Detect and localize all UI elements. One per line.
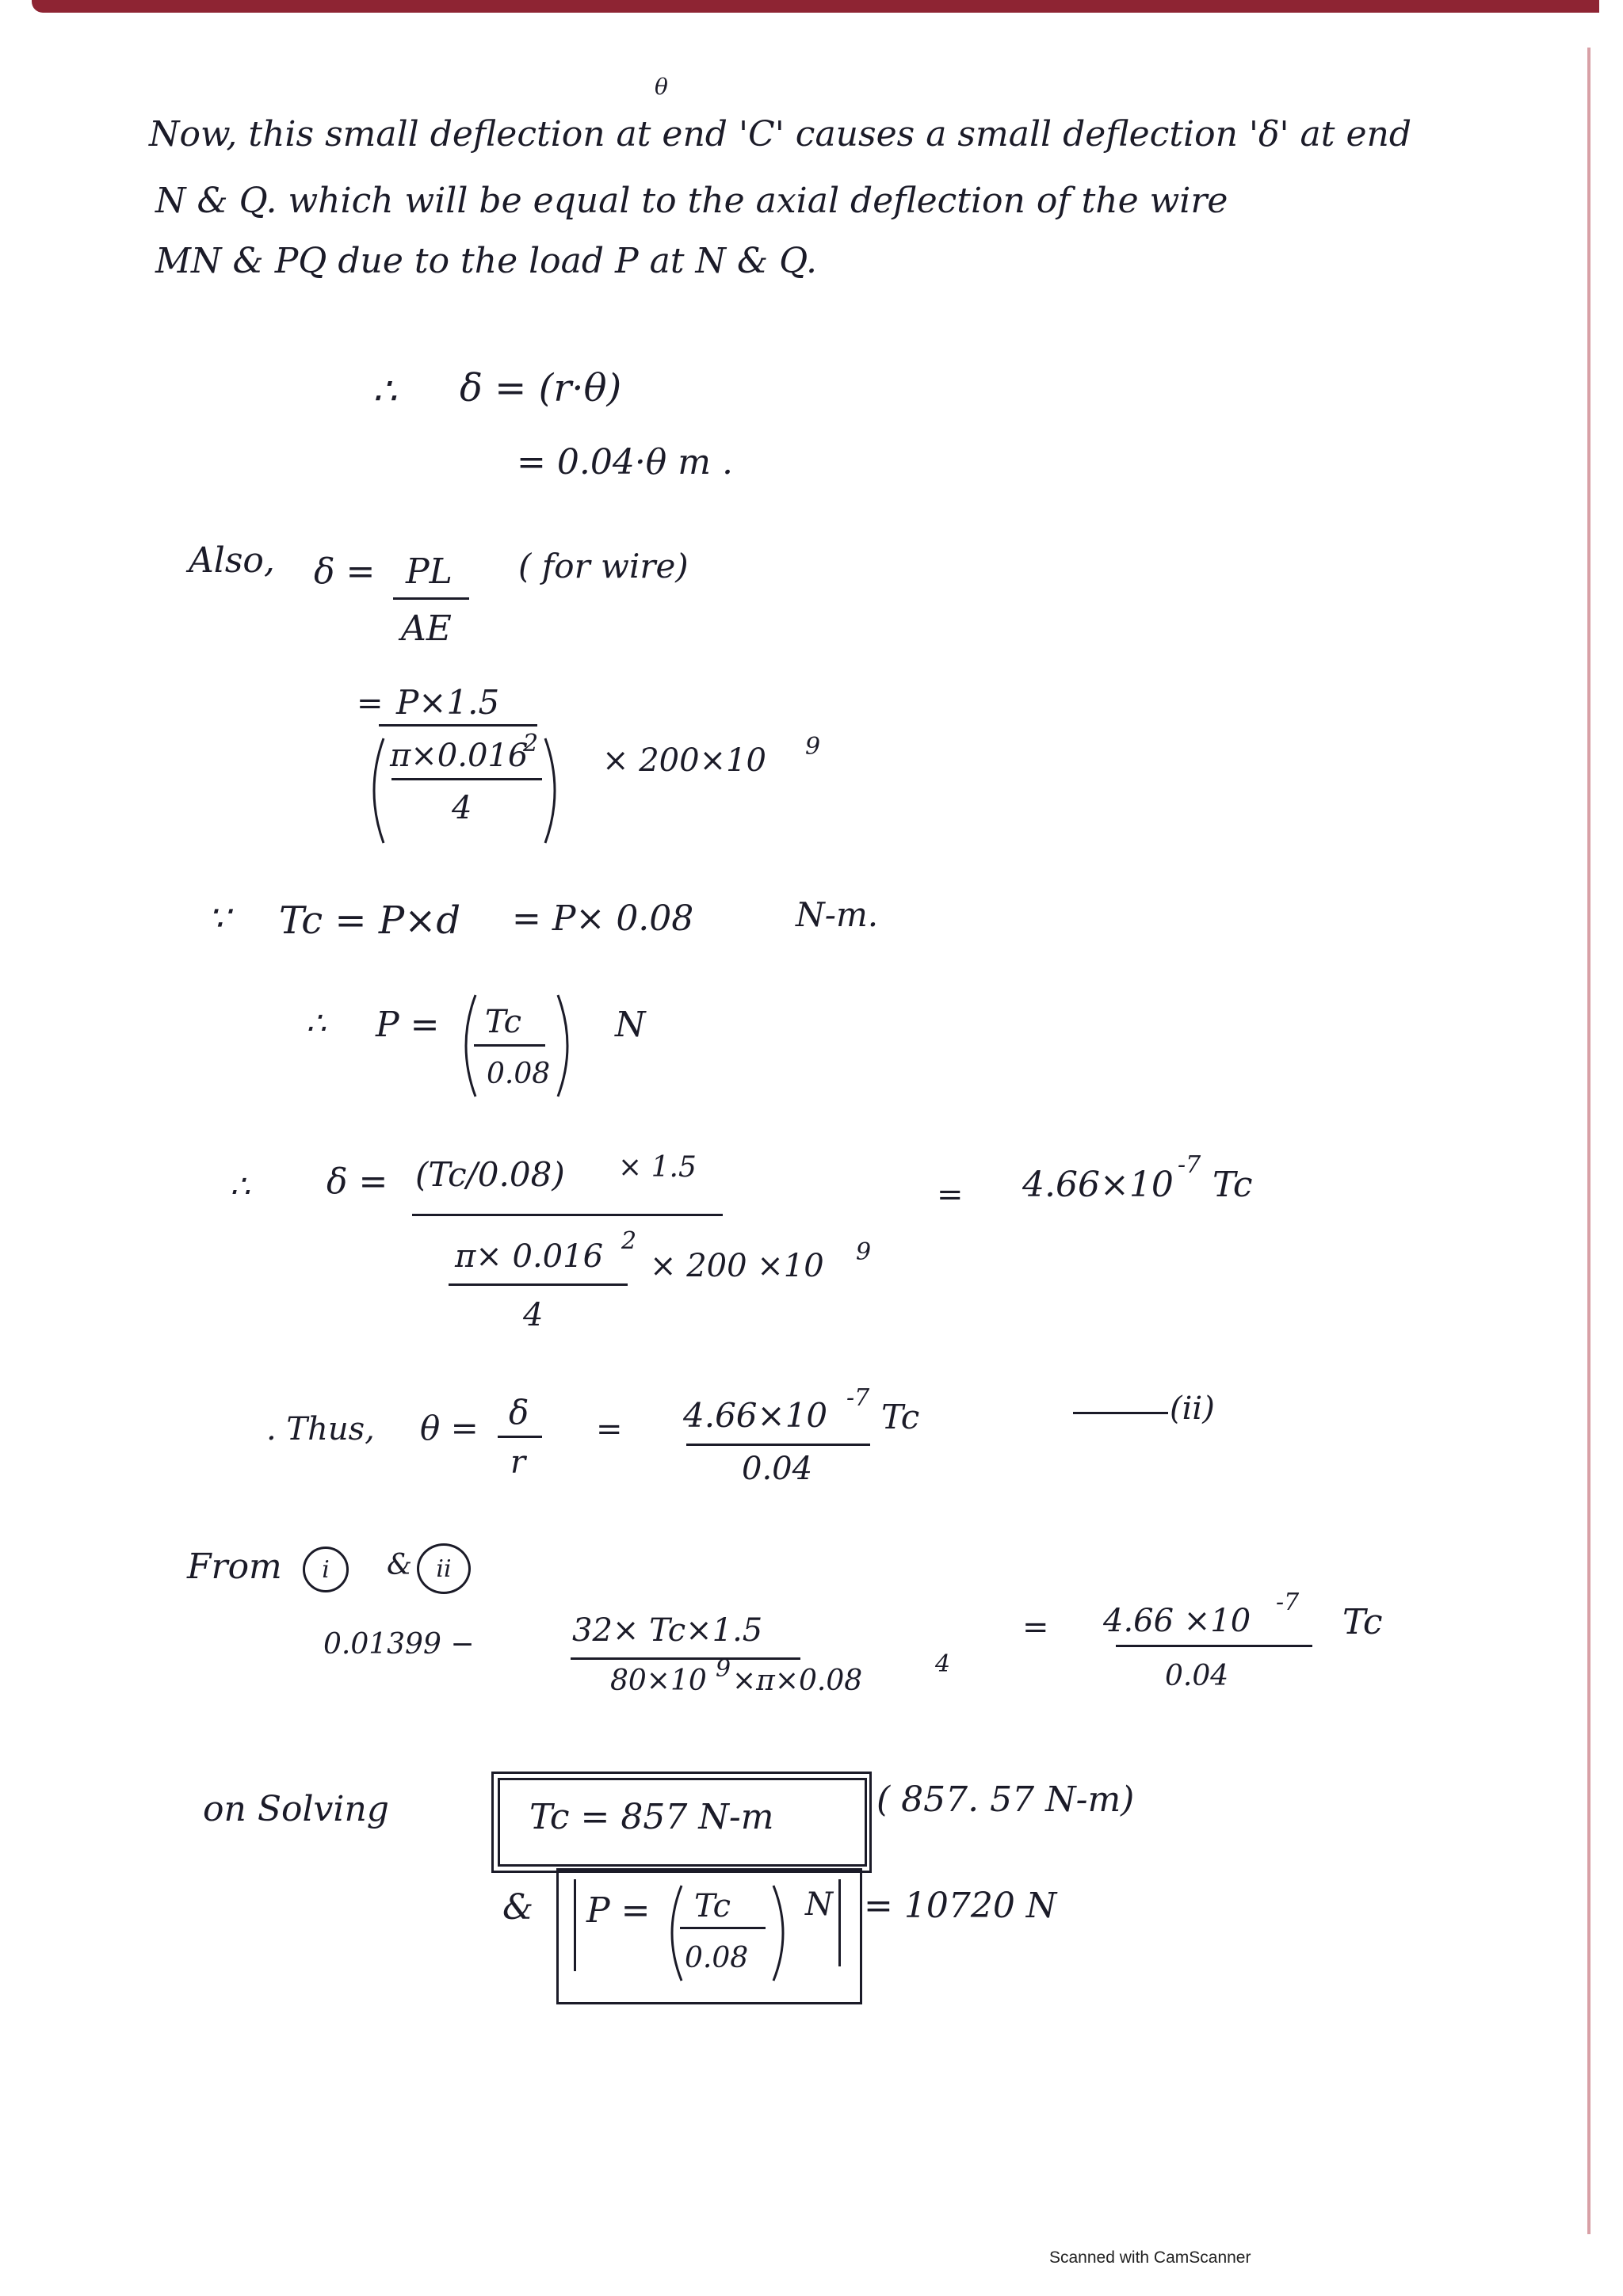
ref-label-2: ii xyxy=(436,1554,452,1583)
ref-circle-2 xyxy=(417,1543,471,1594)
theta-num: δ xyxy=(509,1393,529,1432)
ref-circle-1 xyxy=(303,1547,349,1592)
fraction-bar xyxy=(474,1044,545,1047)
box-inner-line xyxy=(574,1879,576,1971)
wire-den-top: π×0.016 xyxy=(390,738,529,774)
intro-line-1: Now, this small deflection at end 'C' causes a small deflection 'δ' at end xyxy=(149,114,1412,154)
delta-eq-den-bottom: 4 xyxy=(523,1297,544,1333)
equation-tag-line xyxy=(1073,1412,1168,1414)
also-label: Also, xyxy=(189,540,275,581)
therefore-symbol: ∴ xyxy=(230,1169,250,1205)
delta-eq-num-mult: × 1.5 xyxy=(618,1151,697,1184)
page-top-border xyxy=(32,0,1599,13)
because-symbol: ∵ xyxy=(208,898,230,939)
box-inner-line xyxy=(838,1879,841,1966)
p-answer-den: 0.08 xyxy=(685,1942,749,1974)
wire-num: P×1.5 xyxy=(396,683,500,722)
fraction-bar xyxy=(391,778,542,780)
equation-tag: (ii) xyxy=(1170,1390,1215,1427)
p-unit: N xyxy=(615,1005,646,1045)
intro-line-3: MN & PQ due to the load P at N & Q. xyxy=(155,241,818,281)
wire-multiplier: × 200×10 xyxy=(602,742,766,779)
therefore-symbol: ∴ xyxy=(372,369,397,414)
right-paren xyxy=(555,992,579,1100)
combine-den-rest: ×π×0.08 xyxy=(732,1665,863,1697)
page-margin-line xyxy=(1587,48,1591,2234)
combine-den: 80×10 xyxy=(610,1665,707,1697)
delta-eq-num: (Tc/0.08) xyxy=(415,1155,565,1194)
theta-lhs: θ = xyxy=(420,1409,479,1447)
theta-annotation: θ xyxy=(655,74,668,100)
exponent: -7 xyxy=(846,1384,870,1412)
exponent: 9 xyxy=(716,1655,731,1683)
p-num-tc: Tc xyxy=(485,1004,521,1040)
fraction-bar xyxy=(1116,1645,1312,1647)
fraction-bar xyxy=(686,1444,870,1446)
exponent: 4 xyxy=(935,1650,951,1678)
theta-rhs-suffix: Tc xyxy=(881,1398,920,1436)
tc-answer: Tc = 857 N-m xyxy=(529,1797,774,1837)
exponent: 2 xyxy=(621,1227,637,1255)
delta-lhs: δ = xyxy=(314,551,376,592)
combine-rhs-suffix: Tc xyxy=(1342,1602,1383,1642)
equals-sign: = xyxy=(596,1411,623,1447)
delta-r-theta: δ = (r·θ) xyxy=(460,366,622,410)
right-paren xyxy=(770,1882,794,1984)
fraction-bar xyxy=(379,724,537,727)
tc-alt-answer: ( 857. 57 N-m) xyxy=(876,1779,1135,1820)
wire-note: ( for wire) xyxy=(518,547,689,585)
delta-eq-den-top: π× 0.016 xyxy=(455,1238,604,1275)
equals-sign: = xyxy=(357,685,384,722)
p-answer-unit: N xyxy=(805,1886,833,1923)
p-lhs: P = xyxy=(376,1005,440,1045)
therefore-symbol: ∴ xyxy=(306,1005,327,1042)
right-paren xyxy=(542,735,566,846)
combine-num: 32× Tc×1.5 xyxy=(572,1612,763,1649)
ref-label-1: i xyxy=(322,1555,330,1584)
torque-unit: N-m. xyxy=(796,895,879,934)
exponent: 9 xyxy=(805,733,821,761)
ampersand: & xyxy=(387,1549,413,1581)
wire-den-bottom: 4 xyxy=(452,790,472,826)
theta-rhs-den: 0.04 xyxy=(742,1451,813,1487)
from-label: From xyxy=(187,1547,282,1587)
left-paren xyxy=(661,1882,685,1984)
ampersand: & xyxy=(502,1887,534,1928)
fraction-bar xyxy=(680,1927,766,1929)
delta-eq-den-mult: × 200 ×10 xyxy=(650,1248,824,1284)
equals-sign: = xyxy=(937,1177,964,1213)
theta-rhs-num: 4.66×10 xyxy=(683,1396,828,1435)
combine-rhs-num: 4.66 ×10 xyxy=(1103,1603,1251,1639)
delta-result-suffix: Tc xyxy=(1212,1165,1253,1205)
exponent: -7 xyxy=(1276,1589,1300,1616)
p-answer-value: = 10720 N xyxy=(864,1886,1057,1926)
frac-num-pl: PL xyxy=(406,551,453,592)
exponent: 2 xyxy=(523,730,539,757)
exponent: 9 xyxy=(856,1238,872,1266)
combine-lhs: 0.01399 − xyxy=(323,1628,475,1661)
delta-result: 4.66×10 xyxy=(1022,1165,1174,1205)
delta-value: = 0.04·θ m . xyxy=(517,442,733,482)
delta-eq-lhs: δ = xyxy=(327,1161,388,1202)
thus-label: . Thus, xyxy=(266,1411,375,1447)
p-answer-num: Tc xyxy=(694,1888,731,1924)
camscanner-watermark: Scanned with CamScanner xyxy=(1049,2248,1251,2267)
fraction-bar xyxy=(571,1657,800,1660)
torque-lhs: Tc = P×d xyxy=(279,898,461,943)
theta-den: r xyxy=(510,1444,526,1481)
frac-den-ae: AE xyxy=(401,608,452,649)
exponent: -7 xyxy=(1178,1151,1201,1179)
equals-sign: = xyxy=(1022,1609,1049,1646)
intro-line-2: N & Q. which will be equal to the axial deflection of the wire xyxy=(155,181,1228,221)
on-solving-label: on Solving xyxy=(203,1789,389,1829)
p-answer-lhs: P = xyxy=(586,1890,651,1931)
left-paren xyxy=(363,735,387,846)
p-den: 0.08 xyxy=(487,1058,551,1090)
combine-rhs-den: 0.04 xyxy=(1165,1660,1229,1692)
fraction-bar xyxy=(412,1214,723,1216)
fraction-bar xyxy=(498,1436,542,1438)
torque-rhs: = P× 0.08 xyxy=(512,898,694,939)
fraction-bar xyxy=(393,597,469,600)
fraction-bar xyxy=(449,1283,628,1286)
